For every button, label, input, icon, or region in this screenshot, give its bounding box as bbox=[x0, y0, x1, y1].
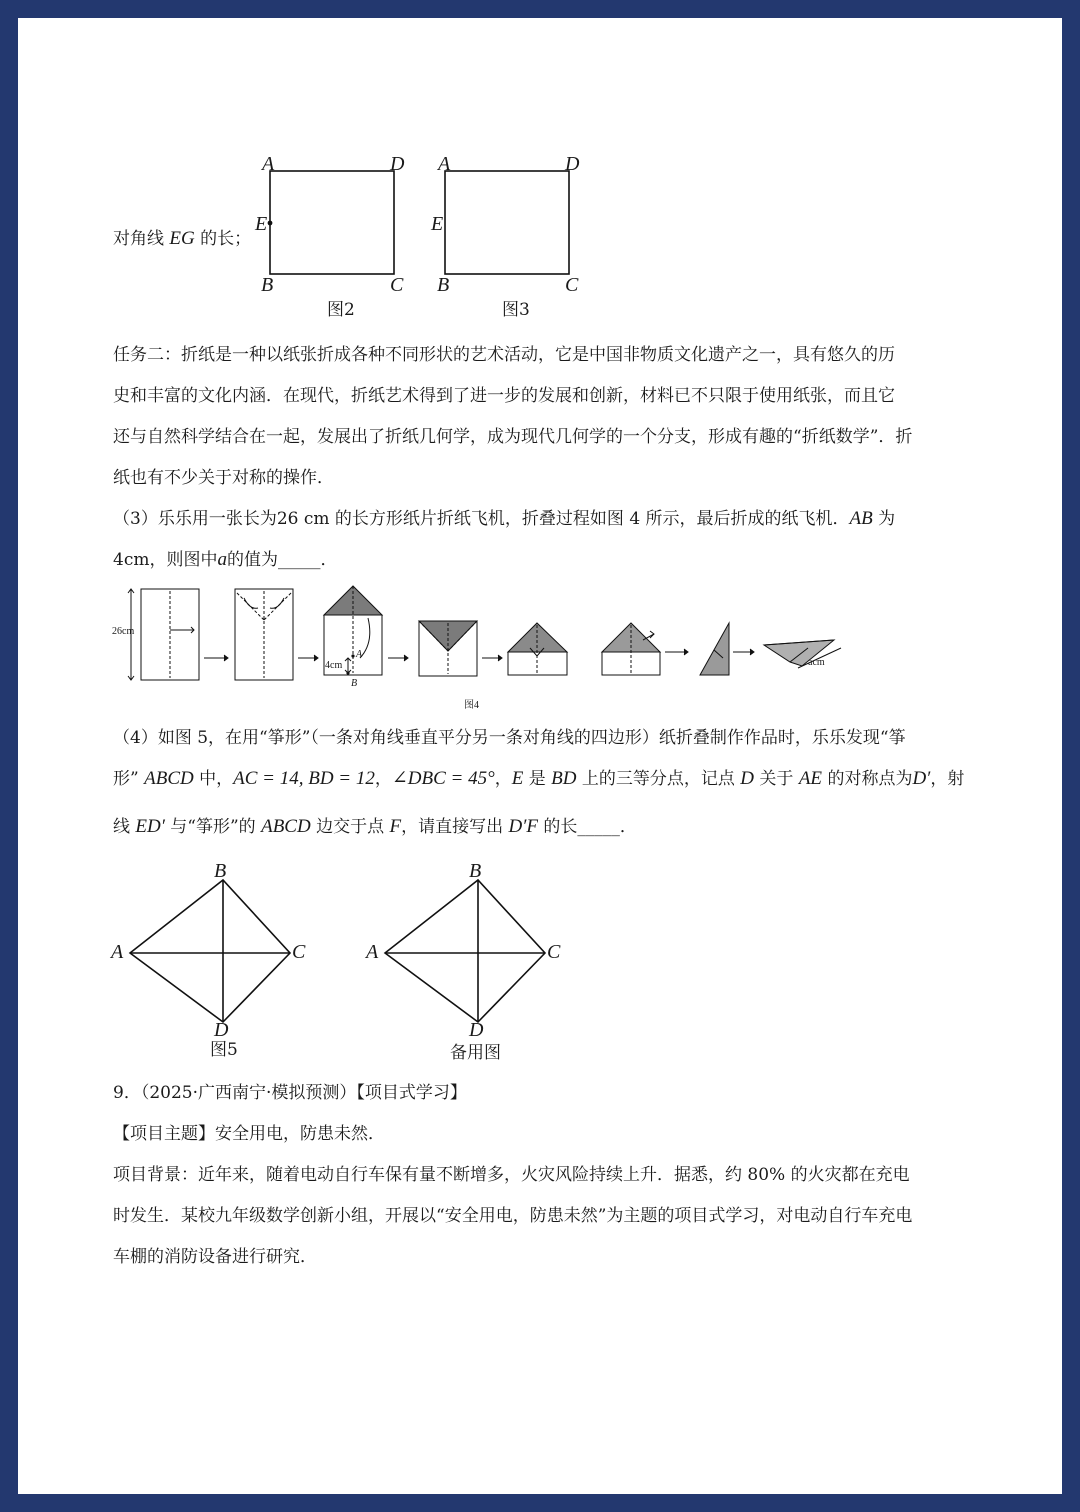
text: 对角线 bbox=[113, 229, 170, 249]
var-abcd: ABCD bbox=[144, 768, 194, 789]
var-bd: BD bbox=[551, 768, 577, 789]
backup-label-b: B bbox=[469, 860, 482, 882]
length-value: 26 cm bbox=[276, 509, 330, 529]
fig5-caption: 图5 bbox=[210, 1040, 238, 1060]
fig2-caption: 图2 bbox=[327, 300, 355, 320]
text: 是 bbox=[523, 769, 552, 789]
task2-line-3: 还与自然科学结合在一起，发展出了折纸几何学，成为现代几何学的一个分支，形成有趣的“折纸数学”．折 bbox=[113, 427, 913, 447]
var-ab: AB bbox=[849, 508, 873, 529]
fig3-label-c: C bbox=[565, 274, 579, 296]
fig4-caption: 图4 bbox=[464, 700, 479, 711]
var-eg: EG bbox=[169, 228, 195, 249]
text: 上的三等分点，记点 bbox=[576, 769, 741, 789]
fig2-label-c: C bbox=[390, 274, 404, 296]
text: 边交于点 bbox=[310, 817, 390, 837]
fig3-label-a: A bbox=[438, 153, 451, 175]
text: 关于 bbox=[754, 769, 799, 789]
equation-angle: ∠DBC = 45° bbox=[391, 768, 495, 789]
fig5-label-a: A bbox=[111, 941, 124, 963]
backup-label-d: D bbox=[469, 1019, 484, 1041]
text: 4cm bbox=[113, 550, 150, 570]
fig3-label-b: B bbox=[437, 274, 450, 296]
text: ，请直接写出 bbox=[401, 817, 509, 837]
text: 的值为_____． bbox=[226, 550, 338, 570]
fig2-label-a: A bbox=[262, 153, 275, 175]
figure-5-kites bbox=[18, 18, 1062, 1078]
text: （3）乐乐用一张长为 bbox=[113, 509, 277, 529]
text: ， bbox=[494, 769, 512, 789]
q9-bg-line-1: 项目背景：近年来，随着电动自行车保有量不断增多，火灾风险持续上升．据悉，约 80% 的火灾都在充电 bbox=[113, 1165, 910, 1185]
backup-label-a: A bbox=[366, 941, 379, 963]
fig4-label-b: B bbox=[351, 678, 358, 689]
fig2-label-d: D bbox=[390, 153, 405, 175]
fig4-label-acm: acm bbox=[808, 657, 825, 668]
fig4-label-a: A bbox=[356, 649, 363, 660]
text: ， bbox=[374, 769, 392, 789]
task2-line-4: 纸也有不少关于对称的操作． bbox=[113, 468, 334, 488]
fig3-label-e: E bbox=[431, 213, 444, 235]
var-d-prime-f: D′F bbox=[508, 816, 539, 837]
q4-line-1: （4）如图 5，在用“筝形”（一条对角线垂直平分另一条对角线的四边形）纸折叠制作作品时，乐乐发现“筝 bbox=[113, 728, 906, 748]
var-d: D bbox=[740, 768, 755, 789]
fig5-label-d: D bbox=[214, 1019, 229, 1041]
fig3-label-d: D bbox=[565, 153, 580, 175]
text: ，射 bbox=[930, 769, 965, 789]
text: 中， bbox=[193, 769, 234, 789]
fig2-label-b: B bbox=[261, 274, 274, 296]
var-abcd: ABCD bbox=[261, 816, 311, 837]
var-a: a bbox=[217, 549, 227, 570]
var-ed-prime: ED′ bbox=[135, 816, 165, 837]
text: 的长； bbox=[194, 229, 252, 249]
text: ，则图中 bbox=[149, 550, 218, 570]
text: 的对称点为 bbox=[822, 769, 913, 789]
equation-ac-bd: AC = 14, BD = 12 bbox=[233, 768, 375, 789]
text: 线 bbox=[113, 817, 136, 837]
task2-line-2: 史和丰富的文化内涵．在现代，折纸艺术得到了进一步的发展和创新，材料已不只限于使用纸张，而且它 bbox=[113, 386, 895, 406]
backup-caption: 备用图 bbox=[450, 1043, 501, 1063]
fig5-label-c: C bbox=[292, 941, 306, 963]
text: 的长方形纸片折纸飞机，折叠过程如图 4 所示，最后折成的纸飞机． bbox=[329, 509, 850, 529]
fig4-label-26cm: 26cm bbox=[112, 626, 135, 637]
fig2-label-e: E bbox=[255, 213, 268, 235]
var-ae: AE bbox=[798, 768, 823, 789]
fig3-caption: 图3 bbox=[502, 300, 530, 320]
var-e: E bbox=[511, 768, 524, 789]
task2-line-1: 任务二：折纸是一种以纸张折成各种不同形状的艺术活动，它是中国非物质文化遗产之一，具有悠久的历 bbox=[113, 345, 895, 365]
text: 与“筝形”的 bbox=[164, 817, 262, 837]
text: 为 bbox=[872, 509, 896, 529]
var-d-prime: D′ bbox=[912, 768, 931, 789]
var-f: F bbox=[389, 816, 402, 837]
q9-bg-line-3: 车棚的消防设备进行研究． bbox=[113, 1247, 317, 1267]
q9-header: 9．（2025·广西南宁·模拟预测）【项目式学习】 bbox=[113, 1083, 467, 1103]
text: 的长_____． bbox=[538, 817, 637, 837]
text: 形” bbox=[113, 769, 145, 789]
q9-bg-line-2: 时发生．某校九年级数学创新小组，开展以“安全用电，防患未然”为主题的项目式学习，对电动自行车充电 bbox=[113, 1206, 913, 1226]
q9-theme: 【项目主题】安全用电，防患未然． bbox=[113, 1124, 385, 1144]
fig4-label-4cm: 4cm bbox=[325, 660, 343, 671]
fig5-label-b: B bbox=[214, 860, 227, 882]
document-page bbox=[18, 18, 1062, 1494]
backup-label-c: C bbox=[547, 941, 561, 963]
